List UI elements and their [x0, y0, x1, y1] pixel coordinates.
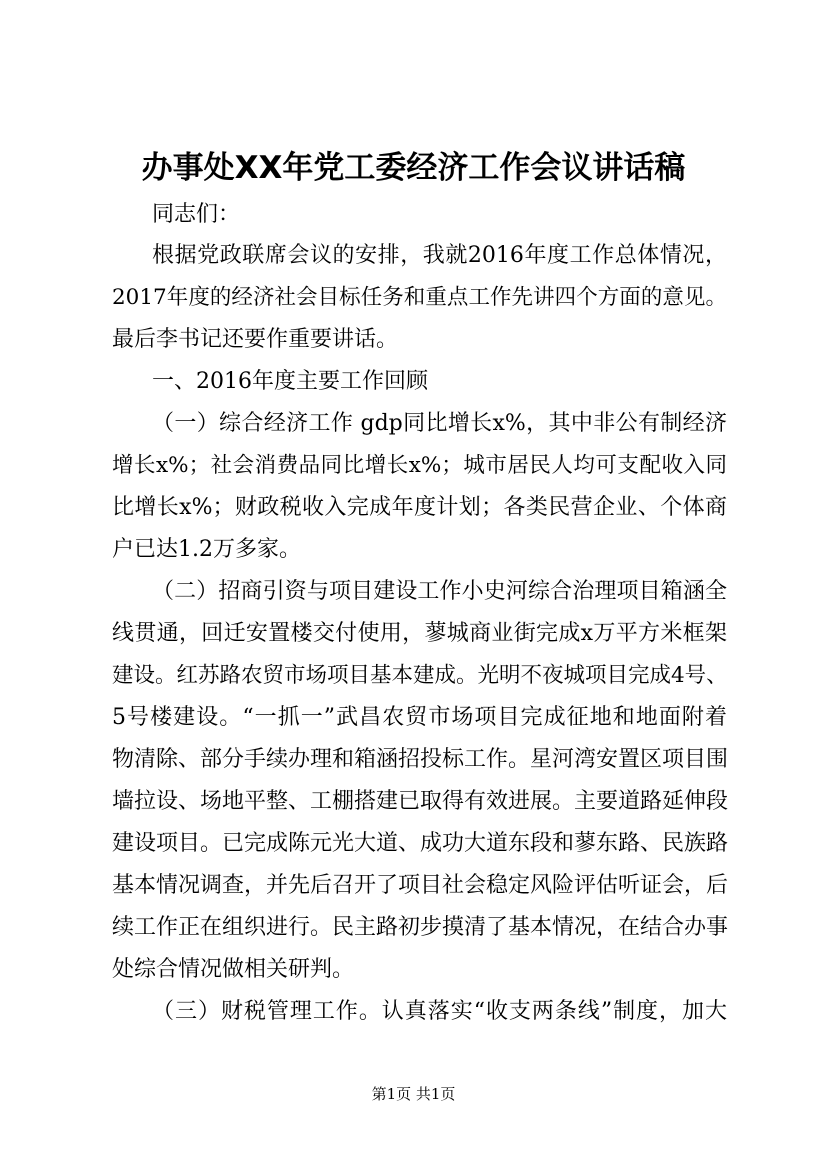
paragraph-line: 5号楼建设。“一抓一”武昌农贸市场项目完成征地和地面附着: [112, 705, 727, 730]
salutation-line: 同志们：: [152, 202, 241, 227]
paragraph-line: 比增长x%；财政税收入完成年度计划；各类民营企业、个体商: [112, 495, 727, 520]
paragraph-line: 线贯通，回迁安置楼交付使用，蓼城商业街完成x万平方米框架: [112, 621, 727, 646]
paragraph-line: 墙拉设、场地平整、工棚搭建已取得有效进展。主要道路延伸段: [112, 789, 729, 814]
paragraph-line: 2017年度的经济社会目标任务和重点工作先讲四个方面的意见。: [112, 285, 727, 310]
paragraph-line: （三）财税管理工作。认真落实“收支两条线”制度，加大: [152, 999, 727, 1024]
paragraph-line: （一）综合经济工作 gdp同比增长x%，其中非公有制经济: [152, 411, 727, 436]
paragraph-line: 建设。红苏路农贸市场项目基本建成。光明不夜城项目完成4号、: [112, 663, 728, 688]
paragraph-line: （二）招商引资与项目建设工作小史河综合治理项目箱涵全: [152, 579, 727, 604]
paragraph-line: 基本情况调查，并先后召开了项目社会稳定风险评估听证会，后: [112, 873, 729, 898]
document-title: 办事处XX年党工委经济工作会议讲话稿: [141, 150, 686, 186]
paragraph-line: 户已达1.2万多家。: [112, 537, 301, 562]
paragraph-line: 续工作正在组织进行。民主路初步摸清了基本情况，在结合办事: [112, 915, 729, 940]
page-number-footer: 第1页 共1页: [371, 1085, 456, 1103]
paragraph-line: 最后李书记还要作重要讲话。: [112, 327, 399, 352]
paragraph-line: 增长x%；社会消费品同比增长x%；城市居民人均可支配收入同: [112, 453, 727, 478]
paragraph-line: 物清除、部分手续办理和箱涵招投标工作。星河湾安置区项目围: [112, 747, 729, 772]
paragraph-line: 建设项目。已完成陈元光大道、成功大道东段和蓼东路、民族路: [112, 831, 729, 856]
section-heading: 一、2016年度主要工作回顾: [152, 369, 428, 394]
paragraph-line: 处综合情况做相关研判。: [112, 957, 355, 982]
paragraph-line: 根据党政联席会议的安排，我就2016年度工作总体情况，: [152, 243, 727, 268]
